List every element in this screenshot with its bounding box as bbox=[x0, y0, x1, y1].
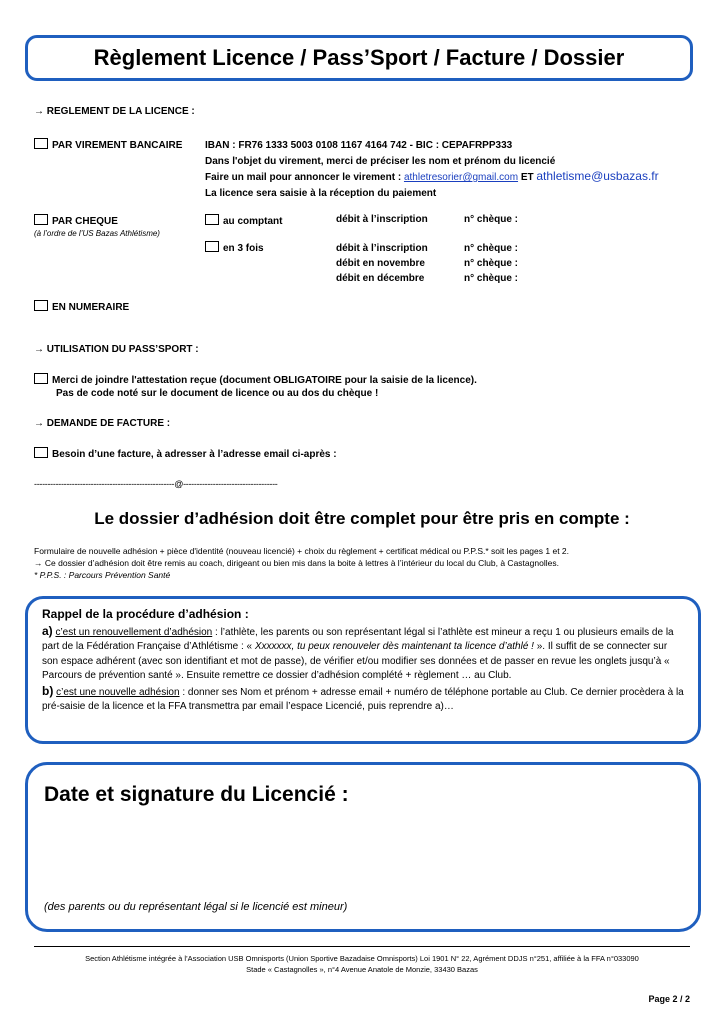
and-text: ET bbox=[520, 172, 534, 183]
numeraire-checkbox[interactable] bbox=[34, 300, 48, 311]
debit-decembre: débit en décembre bbox=[336, 273, 425, 284]
trois-fois-label: en 3 fois bbox=[223, 243, 264, 254]
dossier-line2: → Ce dossier d’adhésion doit être remis au coach, dirigeant ou bien mis dans la boite à lettres à l’intérieur du local du Club, à Castagnolles. bbox=[34, 558, 559, 568]
virement-details bbox=[205, 138, 659, 201]
page-title-text: Règlement Licence / Pass’Sport / Facture / Dossier bbox=[93, 45, 625, 70]
debit-novembre: débit en novembre bbox=[336, 258, 425, 269]
passsport-option[interactable] bbox=[34, 373, 477, 386]
dossier-line1: Formulaire de nouvelle adhésion + pièce d'identité (nouveau licencié) + choix du règlement + certificat médical ou P.P.S.* soit les pages 1 et 2. bbox=[34, 546, 570, 556]
trois-fois-cheque-numbers bbox=[464, 241, 518, 286]
cheque-option[interactable] bbox=[34, 214, 118, 227]
dossier-heading: Le dossier d’adhésion doit être complet pour être pris en compte : bbox=[94, 509, 630, 528]
footer-line2: Stade « Castagnolles », n°4 Avenue Anatole de Monzie, 33430 Bazas bbox=[246, 965, 478, 974]
facture-checkbox[interactable] bbox=[34, 447, 48, 458]
rappel-a-quote: Xxxxxxx, tu peux renouveler dès maintenant ta licence d’athlé ! bbox=[254, 641, 534, 652]
facture-email-field[interactable]: ----------------------------------------------------@----------------------------------- bbox=[34, 479, 278, 489]
facture-line1: Besoin d’une facture, à adresser à l’adresse email ci-après : bbox=[52, 449, 337, 460]
footer-divider bbox=[34, 946, 690, 947]
virement-instruction: Dans l'objet du virement, merci de préciser les nom et prénom du licencié bbox=[205, 155, 556, 167]
footer bbox=[0, 953, 724, 975]
virement-checkbox[interactable] bbox=[34, 138, 48, 149]
page-title bbox=[25, 35, 693, 81]
cheque-checkbox[interactable] bbox=[34, 214, 48, 225]
rappel-a-title: c’est un renouvellement d’adhésion bbox=[55, 626, 213, 638]
virement-label: PAR VIREMENT BANCAIRE bbox=[52, 140, 183, 151]
signature-note: (des parents ou du représentant légal si le licencié est mineur) bbox=[44, 901, 348, 913]
signature-heading: Date et signature du Licencié : bbox=[44, 783, 349, 806]
numeraire-label: EN NUMERAIRE bbox=[52, 302, 130, 313]
rappel-a bbox=[42, 624, 684, 684]
rappel-heading: Rappel de la procédure d’adhésion : bbox=[42, 607, 249, 621]
comptant-cheque-number: n° chèque : bbox=[464, 214, 519, 225]
virement-mail-line bbox=[205, 169, 659, 186]
cheque-order-note: (à l’ordre de l’US Bazas Athlétisme) bbox=[34, 229, 160, 238]
club-email-link[interactable]: athletisme@usbazas.fr bbox=[536, 169, 659, 183]
footer-line1: Section Athlétisme intégrée à l’Association USB Omnisports (Union Sportive Bazadaise Omnisports) Loi 1901 N° 22, Agrément DDJS n°251, affiliée à la FFA n°033090 bbox=[85, 954, 639, 963]
comptant-debit: débit à l’inscription bbox=[336, 214, 428, 225]
trois-fois-debits bbox=[336, 241, 428, 286]
treasurer-email-link[interactable]: athletresorier@gmail.com bbox=[403, 172, 519, 183]
virement-note: La licence sera saisie à la réception du paiement bbox=[205, 187, 437, 199]
rappel-a-label: a) bbox=[42, 623, 53, 638]
rappel-b-text: : donner ses Nom et prénom + adresse email + numéro de téléphone portable au Club. Ce dernier procèdera à la pré-saisie de la licence et la FFA transmettra par email l’espace Licencié, puis reprendre a)… bbox=[42, 686, 684, 712]
reglement-heading: → REGLEMENT DE LA LICENCE : bbox=[34, 106, 195, 117]
rappel-b-label: b) bbox=[42, 683, 54, 698]
numeraire-option[interactable] bbox=[34, 300, 129, 313]
virement-mail-prefix: Faire un mail pour annoncer le virement : bbox=[205, 172, 402, 183]
comptant-option[interactable] bbox=[205, 214, 282, 227]
dossier-details bbox=[34, 545, 569, 581]
cheque-number-2: n° chèque : bbox=[464, 258, 519, 269]
debit-inscription: débit à l’inscription bbox=[336, 243, 428, 254]
passsport-heading: → UTILISATION DU PASS’SPORT : bbox=[34, 344, 199, 355]
page-number: Page 2 / 2 bbox=[648, 994, 690, 1004]
signature-box[interactable] bbox=[25, 762, 701, 932]
rappel-a-text1: : l’athlète, les parents ou son représentant légal si l’athlète est mineur a reçu 1 ou plusieurs emails de la part de la Fédération Française d’Athlétisme : « bbox=[42, 626, 674, 652]
trois-fois-checkbox[interactable] bbox=[205, 241, 219, 252]
passsport-checkbox[interactable] bbox=[34, 373, 48, 384]
comptant-label: au comptant bbox=[223, 216, 283, 227]
cheque-number-3: n° chèque : bbox=[464, 273, 519, 284]
dossier-line3: * P.P.S. : Parcours Prévention Santé bbox=[34, 570, 171, 580]
passsport-line2: Pas de code noté sur le document de licence ou au dos du chèque ! bbox=[56, 388, 379, 399]
cheque-number-1: n° chèque : bbox=[464, 243, 519, 254]
facture-heading: → DEMANDE DE FACTURE : bbox=[34, 418, 171, 429]
rappel-a-text2: ». Il suffit de se connecter sur son espace adhérent (avec son identifiant et mot de passe), de vérifier et/ou modifier ses données et de passer en revue les onglets jusqu’à « Parcours de prévention santé ». Ensuite remettre ce dossier d’adhésion complété + règlement … au Club. bbox=[42, 641, 670, 681]
iban-text: IBAN : FR76 1333 5003 0108 1167 4164 742 - BIC : CEPAFRPP333 bbox=[205, 140, 513, 151]
virement-option[interactable] bbox=[34, 138, 182, 151]
rappel-box bbox=[25, 596, 701, 744]
rappel-b bbox=[42, 684, 684, 715]
comptant-checkbox[interactable] bbox=[205, 214, 219, 225]
trois-fois-option[interactable] bbox=[205, 241, 264, 254]
facture-option[interactable] bbox=[34, 447, 337, 460]
passsport-line1: Merci de joindre l'attestation reçue (document OBLIGATOIRE pour la saisie de la licence). bbox=[52, 375, 477, 386]
cheque-label: PAR CHEQUE bbox=[52, 216, 118, 227]
rappel-b-title: c’est une nouvelle adhésion bbox=[56, 686, 180, 698]
